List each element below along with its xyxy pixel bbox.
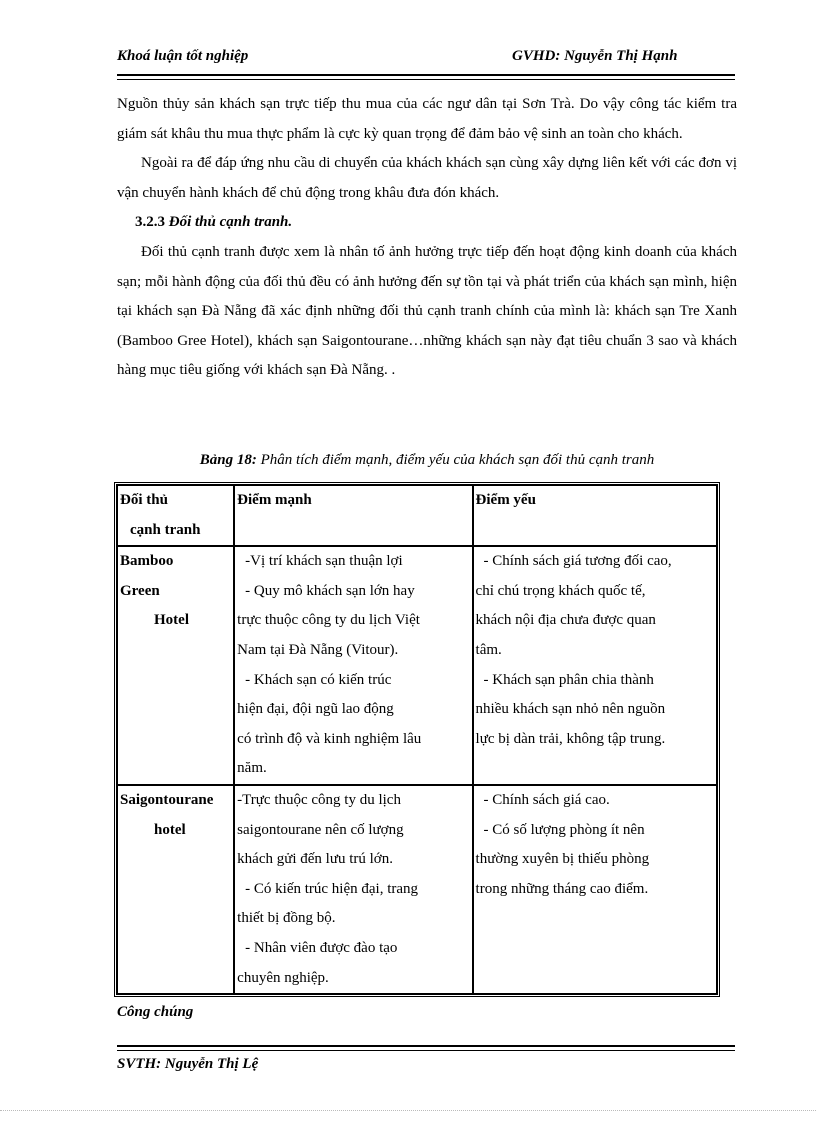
section-title: Đối thủ cạnh tranh. [168,214,293,231]
header-rule [117,74,735,80]
strength-line: - Có kiến trúc hiện đại, trang [245,880,419,897]
footer-rule [117,1045,735,1051]
table-row [117,785,717,994]
paragraph-supply: Nguồn thủy sản khách sạn trực tiếp thu mua của các ngư dân tại Sơn Trà. Do vậy công tác kiểm tra giám sát khâu thu mua thực phẩm là cực kỳ quan trọng để đảm bảo vệ sinh an toàn cho khách. [117,96,737,142]
table-caption-text: Phân tích điểm mạnh, điểm yếu của khách sạn đối thủ cạnh tranh [260,452,655,468]
weakness-line: - Có số lượng phòng ít nên [483,821,645,838]
weakness-line: trong những tháng cao điểm. [475,880,649,897]
weakness-line: lực bị dàn trải, không tập trung. [475,730,666,747]
strengths-bamboo [234,546,472,785]
header-weaknesses: Điểm yếu [473,485,717,546]
strength-line: - Khách sạn có kiến trúc [245,671,392,688]
table-row [117,546,717,785]
header-strengths: Điểm mạnh [234,485,472,546]
strength-line: -Vị trí khách sạn thuận lợi [245,553,403,570]
strength-line: - Quy mô khách sạn lớn hay [245,582,415,599]
page-header [117,48,735,70]
strength-line: có trình độ và kinh nghiệm lâu [237,730,422,747]
trailing-heading: Công chúng [117,1004,194,1020]
paragraph-competitors: Đối thủ cạnh tranh được xem là nhân tố ảnh hưởng trực tiếp đến hoạt động kinh doanh của khách sạn; mỗi hành động của đối thủ đều có ảnh hưởng đến sự tồn tại và phát triển của khách sạn mình, hiện tại khách sạn Đà Nẵng đã xác định những đối thủ cạnh tranh chính của mình là: khách sạn Tre Xanh (Bamboo Gree Hotel), khách sạn Saigontourane…những khách sạn này đạt tiêu chuẩn 3 sao và khách hàng mục tiêu giống với khách sạn Đà Nẵng. . [117,243,737,379]
strength-line: năm. [237,760,267,777]
page-footer: SVTH: Nguyễn Thị Lệ [117,1056,259,1072]
strength-line: hiện đại, đội ngũ lao động [237,701,394,718]
strength-line: chuyên nghiệp. [237,969,329,986]
weakness-line: - Chính sách giá tương đối cao, [483,553,672,570]
name-line: Hotel [154,612,189,629]
header-competitor [117,485,234,546]
table-caption-label: Bảng 18: [199,452,257,468]
name-line: Bamboo [120,553,174,570]
header-supervisor: GVHD: Nguyễn Thị Hạnh [512,48,678,64]
competitor-table [114,482,720,997]
strength-line: - Nhân viên được đào tạo [245,939,398,956]
name-line: Green [120,582,160,599]
weakness-line: khách nội địa chưa được quan [475,612,656,629]
weakness-line: chỉ chú trọng khách quốc tế, [475,582,646,599]
weakness-line: - Chính sách giá cao. [483,791,610,808]
strength-line: trực thuộc công ty du lịch Việt [237,612,420,629]
weakness-line: nhiều khách sạn nhỏ nên nguồn [475,701,666,718]
strength-line: thiết bị đồng bộ. [237,910,336,927]
weakness-line: thường xuyên bị thiếu phòng [475,851,650,868]
table-caption [117,452,737,469]
table-header-row [117,485,717,546]
header-thesis-title: Khoá luận tốt nghiệp [117,48,249,64]
header-competitor-line1: Đối thủ [120,492,168,508]
weaknesses-bamboo [473,546,717,785]
name-line: Saigontourane [120,791,214,808]
header-competitor-line2: cạnh tranh [130,521,201,538]
strength-line: -Trực thuộc công ty du lịch [237,791,401,808]
section-heading [117,208,737,238]
body-text [117,90,737,386]
weakness-line: - Khách sạn phân chia thành [483,671,654,688]
competitor-name-bamboo [117,546,234,785]
weaknesses-saigontourane [473,785,717,994]
name-line: hotel [154,821,186,838]
strength-line: Nam tại Đà Nẵng (Vitour). [237,641,399,658]
page-edge-divider [0,1110,816,1111]
competitor-name-saigontourane [117,785,234,994]
strength-line: saigontourane nên cố lượng [237,821,404,838]
paragraph-transport: Ngoài ra để đáp ứng nhu cầu di chuyển của khách khách sạn cùng xây dựng liên kết với các đơn vị vận chuyển hành khách để chủ động trong khâu đưa đón khách. [117,155,737,201]
weakness-line: tâm. [475,641,502,658]
strengths-saigontourane [234,785,472,994]
strength-line: khách gửi đến lưu trú lớn. [237,851,393,868]
section-number: 3.2.3 [135,214,165,231]
